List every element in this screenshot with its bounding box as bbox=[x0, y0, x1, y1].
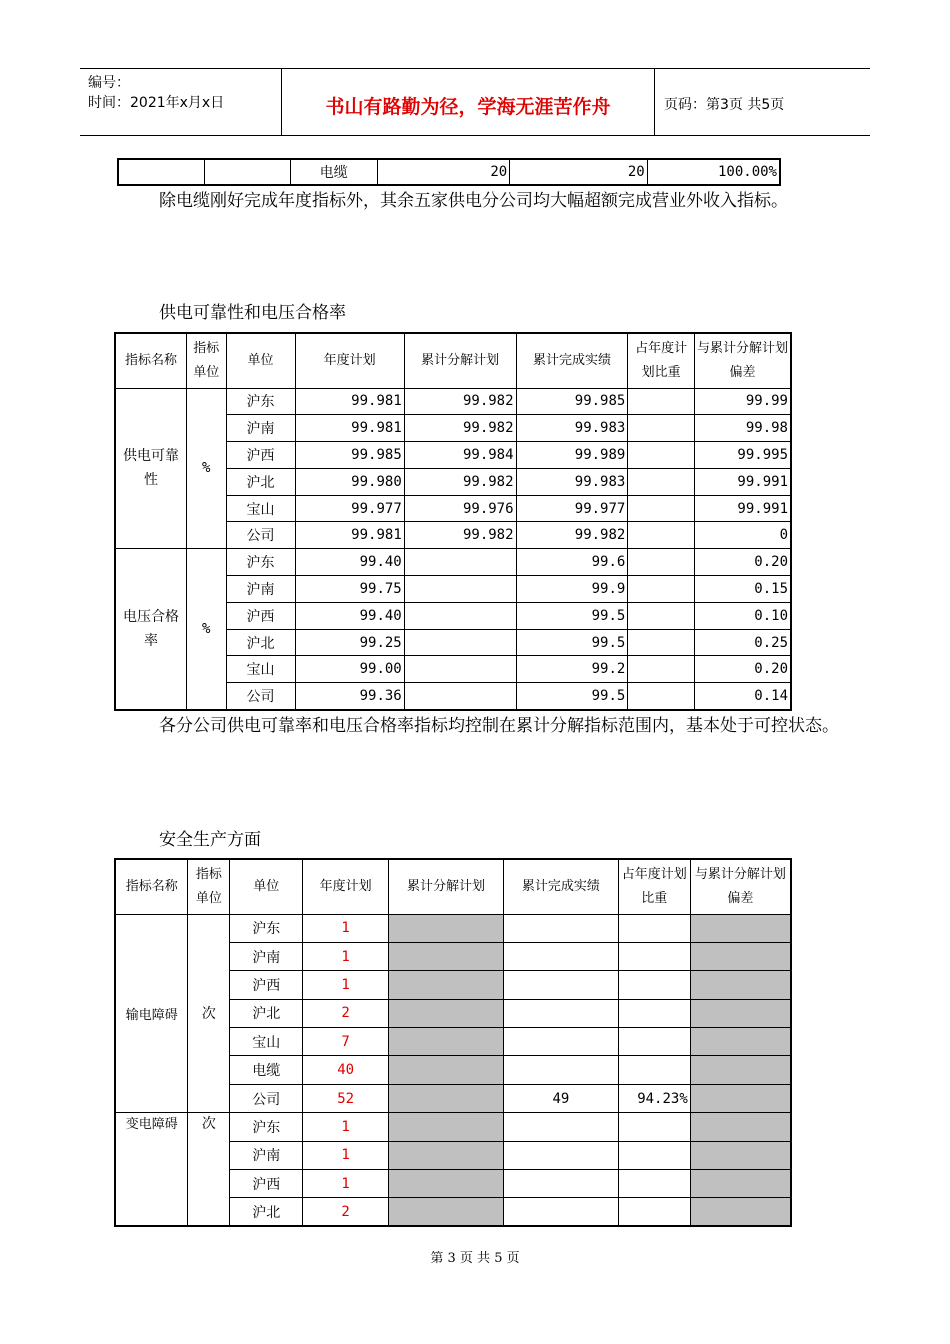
plan-cell: 2 bbox=[303, 1198, 389, 1226]
header-page-number: 页码：第3页 共5页 bbox=[664, 97, 785, 113]
table-row bbox=[115, 549, 791, 576]
plan-cell: 1 bbox=[303, 942, 389, 970]
deviation-cell: 99.995 bbox=[694, 442, 791, 469]
header-divider bbox=[654, 68, 655, 135]
ratio-cell bbox=[618, 1198, 690, 1226]
actual-cell: 99.5 bbox=[516, 629, 628, 656]
unit-cell: 沪西 bbox=[230, 1170, 303, 1198]
plan-cell: 99.40 bbox=[295, 549, 404, 576]
plan-cell: 99.00 bbox=[295, 656, 404, 683]
plan-cell: 20 bbox=[377, 159, 510, 185]
metric-name-cell: 供电可靠性 bbox=[115, 388, 186, 549]
col-header: 占年度计划比重 bbox=[618, 859, 690, 914]
plan-cell: 99.977 bbox=[295, 495, 404, 522]
unit-cell: 沪东 bbox=[230, 1113, 303, 1141]
col-header: 累计完成实绩 bbox=[516, 333, 628, 388]
unit-cell: 沪北 bbox=[226, 629, 295, 656]
ratio-cell bbox=[618, 1113, 690, 1141]
deviation-cell bbox=[690, 1056, 791, 1084]
deviation-cell: 99.98 bbox=[694, 415, 791, 442]
ratio-cell bbox=[628, 468, 695, 495]
actual-cell: 99.9 bbox=[516, 576, 628, 603]
table-header-row bbox=[115, 859, 791, 914]
deviation-cell bbox=[690, 971, 791, 999]
actual-cell: 99.982 bbox=[516, 522, 628, 549]
unit-cell: 公司 bbox=[226, 522, 295, 549]
actual-cell: 99.2 bbox=[516, 656, 628, 683]
unit-cell: 沪南 bbox=[230, 1141, 303, 1169]
actual-cell: 99.6 bbox=[516, 549, 628, 576]
deviation-cell bbox=[690, 1084, 791, 1112]
deviation-cell bbox=[690, 1113, 791, 1141]
unit-cell: 沪南 bbox=[226, 415, 295, 442]
col-header: 指标名称 bbox=[115, 333, 186, 388]
plan-cell: 99.25 bbox=[295, 629, 404, 656]
ratio-cell bbox=[628, 495, 695, 522]
metric-unit-cell: % bbox=[186, 549, 226, 710]
deviation-cell bbox=[690, 942, 791, 970]
plan-cell: 52 bbox=[303, 1084, 389, 1112]
breakdown-cell bbox=[389, 1028, 504, 1056]
ratio-cell bbox=[628, 683, 695, 710]
unit-cell: 沪北 bbox=[230, 1198, 303, 1226]
ratio-cell bbox=[618, 914, 690, 942]
actual-cell: 99.5 bbox=[516, 683, 628, 710]
unit-cell: 沪东 bbox=[230, 914, 303, 942]
col-header: 指标名称 bbox=[115, 859, 188, 914]
breakdown-cell bbox=[389, 914, 504, 942]
deviation-cell: 0.10 bbox=[694, 602, 791, 629]
breakdown-cell bbox=[404, 683, 516, 710]
deviation-cell: 99.991 bbox=[694, 468, 791, 495]
header-bottom-rule bbox=[80, 135, 870, 136]
plan-cell: 99.981 bbox=[295, 415, 404, 442]
unit-cell: 宝山 bbox=[226, 495, 295, 522]
header-top-rule bbox=[80, 68, 870, 69]
ratio-cell bbox=[628, 602, 695, 629]
deviation-cell bbox=[690, 1170, 791, 1198]
plan-cell: 99.985 bbox=[295, 442, 404, 469]
unit-cell: 宝山 bbox=[230, 1028, 303, 1056]
unit-cell: 沪南 bbox=[226, 576, 295, 603]
plan-cell: 2 bbox=[303, 999, 389, 1027]
col-header: 与累计分解计划偏差 bbox=[690, 859, 791, 914]
col-header: 累计分解计划 bbox=[389, 859, 504, 914]
metric-unit-cell: 次 bbox=[188, 914, 230, 1113]
actual-cell: 99.5 bbox=[516, 602, 628, 629]
breakdown-cell: 99.982 bbox=[404, 468, 516, 495]
ratio-cell bbox=[628, 522, 695, 549]
plan-cell: 99.36 bbox=[295, 683, 404, 710]
ratio-cell bbox=[628, 576, 695, 603]
deviation-cell bbox=[690, 1198, 791, 1226]
unit-cell: 沪北 bbox=[226, 468, 295, 495]
ratio-cell bbox=[618, 1056, 690, 1084]
unit-cell: 沪北 bbox=[230, 999, 303, 1027]
breakdown-cell: 99.982 bbox=[404, 388, 516, 415]
deviation-cell bbox=[690, 1028, 791, 1056]
breakdown-cell bbox=[389, 1198, 504, 1226]
metric-name-cell: 输电障碍 bbox=[115, 914, 188, 1113]
plan-cell: 1 bbox=[303, 1170, 389, 1198]
deviation-cell: 0 bbox=[694, 522, 791, 549]
breakdown-cell bbox=[404, 549, 516, 576]
table-header-row bbox=[115, 333, 791, 388]
unit-cell: 电缆 bbox=[290, 159, 377, 185]
actual-cell bbox=[503, 999, 618, 1027]
breakdown-cell: 99.982 bbox=[404, 522, 516, 549]
col-header: 单位 bbox=[230, 859, 303, 914]
header-date: 时间：2021年x月x日 bbox=[88, 95, 225, 111]
actual-cell: 49 bbox=[503, 1084, 618, 1112]
breakdown-cell bbox=[389, 971, 504, 999]
header-motto: 书山有路勤为径，学海无涯苦作舟 bbox=[325, 96, 611, 118]
col-header: 年度计划 bbox=[303, 859, 389, 914]
section-heading: 安全生产方面 bbox=[159, 830, 261, 850]
unit-cell: 沪西 bbox=[230, 971, 303, 999]
page-footer: 第 3 页 共 5 页 bbox=[430, 1251, 520, 1266]
unit-cell: 电缆 bbox=[230, 1056, 303, 1084]
col-header: 累计分解计划 bbox=[404, 333, 516, 388]
plan-cell: 99.75 bbox=[295, 576, 404, 603]
actual-cell bbox=[503, 971, 618, 999]
actual-cell bbox=[503, 1198, 618, 1226]
header-code: 编号： bbox=[88, 75, 130, 91]
deviation-cell bbox=[690, 999, 791, 1027]
deviation-cell bbox=[690, 914, 791, 942]
unit-cell: 沪东 bbox=[226, 549, 295, 576]
ratio-cell bbox=[618, 1170, 690, 1198]
ratio-cell bbox=[628, 415, 695, 442]
deviation-cell: 0.25 bbox=[694, 629, 791, 656]
table-row bbox=[115, 914, 791, 942]
unit-cell: 沪西 bbox=[226, 602, 295, 629]
plan-cell: 1 bbox=[303, 914, 389, 942]
deviation-cell: 0.15 bbox=[694, 576, 791, 603]
reliability-table bbox=[114, 332, 792, 711]
plan-cell: 40 bbox=[303, 1056, 389, 1084]
plan-cell: 1 bbox=[303, 971, 389, 999]
plan-cell: 99.981 bbox=[295, 388, 404, 415]
actual-cell bbox=[503, 1113, 618, 1141]
plan-cell: 99.980 bbox=[295, 468, 404, 495]
deviation-cell: 0.20 bbox=[694, 549, 791, 576]
ratio-cell bbox=[618, 971, 690, 999]
col-header: 占年度计划比重 bbox=[628, 333, 695, 388]
ratio-cell bbox=[618, 1028, 690, 1056]
unit-cell: 沪南 bbox=[230, 942, 303, 970]
actual-cell: 99.983 bbox=[516, 468, 628, 495]
metric-name-cell: 电压合格率 bbox=[115, 549, 186, 710]
breakdown-cell bbox=[389, 1056, 504, 1084]
breakdown-cell bbox=[404, 576, 516, 603]
actual-cell: 20 bbox=[510, 159, 648, 185]
unit-cell: 公司 bbox=[226, 683, 295, 710]
breakdown-cell bbox=[404, 629, 516, 656]
col-header: 与累计分解计划偏差 bbox=[694, 333, 791, 388]
plan-cell: 1 bbox=[303, 1113, 389, 1141]
breakdown-cell bbox=[389, 1113, 504, 1141]
actual-cell: 99.989 bbox=[516, 442, 628, 469]
section-heading: 供电可靠性和电压合格率 bbox=[159, 303, 346, 323]
col-header: 年度计划 bbox=[295, 333, 404, 388]
deviation-cell: 0.20 bbox=[694, 656, 791, 683]
unit-cell: 公司 bbox=[230, 1084, 303, 1112]
ratio-cell bbox=[628, 549, 695, 576]
metric-name-cell: 变电障碍 bbox=[115, 1113, 188, 1227]
ratio-cell bbox=[628, 388, 695, 415]
actual-cell: 99.983 bbox=[516, 415, 628, 442]
ratio-cell bbox=[618, 942, 690, 970]
breakdown-cell bbox=[404, 602, 516, 629]
plan-cell: 7 bbox=[303, 1028, 389, 1056]
deviation-cell bbox=[690, 1141, 791, 1169]
table-row bbox=[118, 159, 780, 185]
deviation-cell: 99.99 bbox=[694, 388, 791, 415]
breakdown-cell bbox=[389, 1141, 504, 1169]
actual-cell bbox=[503, 1028, 618, 1056]
plan-cell: 1 bbox=[303, 1141, 389, 1169]
ratio-cell bbox=[628, 656, 695, 683]
unit-cell: 宝山 bbox=[226, 656, 295, 683]
table-row bbox=[115, 388, 791, 415]
plan-cell: 99.981 bbox=[295, 522, 404, 549]
plan-cell: 99.40 bbox=[295, 602, 404, 629]
paragraph: 除电缆刚好完成年度指标外，其余五家供电分公司均大幅超额完成营业外收入指标。 bbox=[159, 191, 788, 211]
paragraph: 各分公司供电可靠率和电压合格率指标均控制在累计分解指标范围内，基本处于可控状态。 bbox=[159, 716, 839, 736]
breakdown-cell bbox=[389, 999, 504, 1027]
unit-cell: 沪东 bbox=[226, 388, 295, 415]
actual-cell bbox=[503, 1170, 618, 1198]
ratio-cell bbox=[618, 999, 690, 1027]
breakdown-cell: 99.976 bbox=[404, 495, 516, 522]
breakdown-cell bbox=[389, 1084, 504, 1112]
table-row bbox=[115, 1113, 791, 1141]
col-header: 单位 bbox=[226, 333, 295, 388]
metric-unit-cell: 次 bbox=[188, 1113, 230, 1227]
deviation-cell: 99.991 bbox=[694, 495, 791, 522]
actual-cell bbox=[503, 942, 618, 970]
unit-cell: 沪西 bbox=[226, 442, 295, 469]
carry-over-table bbox=[117, 158, 781, 186]
actual-cell: 99.985 bbox=[516, 388, 628, 415]
deviation-cell: 0.14 bbox=[694, 683, 791, 710]
ratio-cell: 94.23% bbox=[618, 1084, 690, 1112]
actual-cell bbox=[503, 1056, 618, 1084]
breakdown-cell bbox=[389, 942, 504, 970]
breakdown-cell bbox=[404, 656, 516, 683]
ratio-cell bbox=[618, 1141, 690, 1169]
ratio-cell: 100.00% bbox=[647, 159, 780, 185]
col-header: 指标单位 bbox=[188, 859, 230, 914]
actual-cell bbox=[503, 914, 618, 942]
col-header: 累计完成实绩 bbox=[503, 859, 618, 914]
breakdown-cell bbox=[389, 1170, 504, 1198]
safety-table bbox=[114, 858, 792, 1227]
actual-cell bbox=[503, 1141, 618, 1169]
actual-cell: 99.977 bbox=[516, 495, 628, 522]
breakdown-cell: 99.984 bbox=[404, 442, 516, 469]
metric-unit-cell: % bbox=[186, 388, 226, 549]
ratio-cell bbox=[628, 442, 695, 469]
ratio-cell bbox=[628, 629, 695, 656]
breakdown-cell: 99.982 bbox=[404, 415, 516, 442]
col-header: 指标单位 bbox=[186, 333, 226, 388]
